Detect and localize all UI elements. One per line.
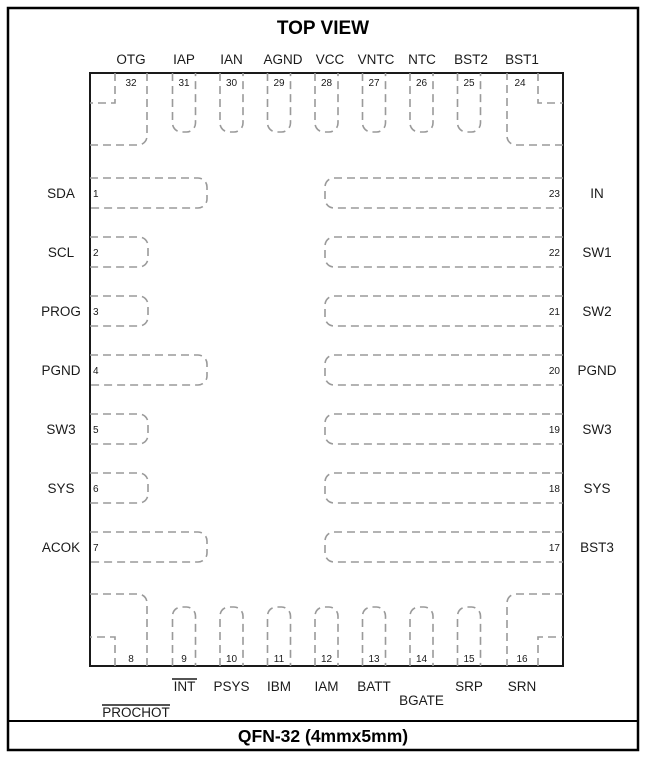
- pin-number-29: 29: [273, 78, 285, 89]
- pin-number-25: 25: [463, 78, 475, 89]
- pin-number-28: 28: [320, 78, 333, 89]
- pin-number-22: 22: [548, 248, 560, 259]
- pin-label-sw3-right: SW3: [582, 422, 612, 437]
- pin-number-15: 15: [463, 654, 475, 665]
- pin-label-psys: PSYS: [213, 679, 250, 694]
- pin-label-sys-left: SYS: [47, 481, 75, 496]
- pin-label-pgnd-right: PGND: [577, 363, 617, 378]
- pin-number-8: 8: [128, 654, 134, 665]
- pin-label-srn: SRN: [507, 679, 537, 694]
- pin-label-prochot: PROCHOT: [102, 705, 170, 720]
- pin-label-int: INT: [173, 679, 196, 694]
- pin-number-23: 23: [548, 189, 560, 200]
- pin-number-2: 2: [93, 248, 99, 259]
- pin-label-batt: BATT: [357, 679, 391, 694]
- package-caption: QFN-32 (4mmx5mm): [237, 726, 409, 746]
- pin-number-13: 13: [368, 654, 380, 665]
- pin-label-ian: IAN: [220, 52, 243, 67]
- pin-number-1: 1: [93, 189, 99, 200]
- pin-number-20: 20: [548, 366, 560, 377]
- pin-label-iam: IAM: [314, 679, 339, 694]
- pin-label-pgnd-left: PGND: [41, 363, 81, 378]
- pin-number-6: 6: [93, 484, 99, 495]
- pin-label-bst3: BST3: [580, 540, 614, 555]
- pin-number-30: 30: [225, 78, 238, 89]
- pin-number-18: 18: [548, 484, 560, 495]
- pin-label-sys-right: SYS: [583, 481, 611, 496]
- figure-title: TOP VIEW: [276, 18, 370, 39]
- pin-number-31: 31: [178, 78, 190, 89]
- pin-number-32: 32: [125, 78, 137, 89]
- pin-label-iap: IAP: [173, 52, 195, 67]
- pin-number-24: 24: [514, 78, 526, 89]
- pin-label-srp: SRP: [455, 679, 483, 694]
- pin-number-12: 12: [320, 654, 333, 665]
- pin-label-in: IN: [590, 186, 604, 201]
- pin-label-otg: OTG: [116, 52, 146, 67]
- pin-label-bst1: BST1: [505, 52, 539, 67]
- pin-label-acok: ACOK: [41, 540, 81, 555]
- pin-number-16: 16: [516, 654, 528, 665]
- pin-number-17: 17: [548, 543, 560, 554]
- pin-number-14: 14: [415, 654, 428, 665]
- pin-number-3: 3: [93, 307, 99, 318]
- pin-number-26: 26: [415, 78, 428, 89]
- pin-number-27: 27: [368, 78, 380, 89]
- pin-label-ibm: IBM: [266, 679, 292, 694]
- pin-number-9: 9: [181, 654, 187, 665]
- pin-label-vcc: VCC: [315, 52, 345, 67]
- pin-label-scl: SCL: [47, 245, 75, 260]
- pin-label-prog: PROG: [41, 304, 81, 319]
- pin-number-7: 7: [93, 543, 99, 554]
- pin-label-bgate: BGATE: [399, 693, 444, 708]
- pin-label-sda: SDA: [47, 186, 75, 201]
- pin-number-5: 5: [93, 425, 99, 436]
- chip-body: [90, 73, 563, 666]
- pin-label-sw2: SW2: [582, 304, 612, 319]
- pin-label-ntc: NTC: [408, 52, 436, 67]
- pin-label-agnd: AGND: [263, 52, 303, 67]
- pin-label-sw3-left: SW3: [46, 422, 76, 437]
- pin-label-bst2: BST2: [454, 52, 488, 67]
- pin-number-19: 19: [548, 425, 560, 436]
- pin-label-sw1: SW1: [582, 245, 612, 260]
- pin-label-vntc: VNTC: [357, 52, 395, 67]
- pin-number-21: 21: [548, 307, 560, 318]
- pin-number-11: 11: [273, 654, 285, 665]
- pin-number-4: 4: [93, 366, 99, 377]
- pin-number-10: 10: [225, 654, 238, 665]
